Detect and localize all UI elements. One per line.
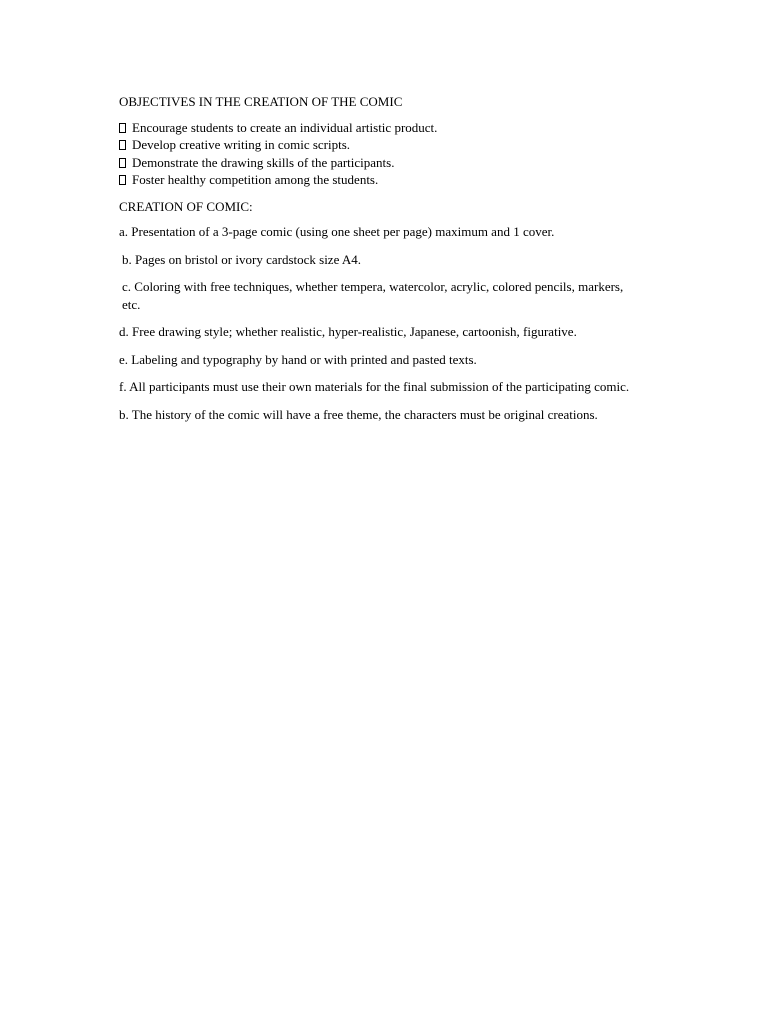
list-item bbox=[119, 119, 639, 137]
paragraph-c: c. Coloring with free techniques, whether tempera, watercolor, acrylic, colored pencils, markers, etc. bbox=[122, 279, 624, 312]
objective-text: Foster healthy competition among the students. bbox=[132, 172, 379, 187]
objectives-heading: OBJECTIVES IN THE CREATION OF THE COMIC bbox=[119, 94, 403, 109]
list-item bbox=[119, 136, 639, 154]
missing-glyph-box-icon bbox=[119, 140, 126, 150]
paragraph-a: a. Presentation of a 3-page comic (using one sheet per page) maximum and 1 cover. bbox=[119, 224, 555, 239]
paragraph-b2: b. The history of the comic will have a free theme, the characters must be original creations. bbox=[119, 406, 598, 422]
objective-text: Encourage students to create an individual artistic product. bbox=[132, 119, 438, 135]
list-item bbox=[119, 171, 639, 189]
missing-glyph-box-icon bbox=[119, 158, 126, 168]
paragraph-b: b. Pages on bristol or ivory cardstock size A4. bbox=[122, 251, 362, 267]
paragraph-e: e. Labeling and typography by hand or with printed and pasted texts. bbox=[119, 351, 477, 367]
objectives-list bbox=[119, 119, 639, 189]
objective-text: Demonstrate the drawing skills of the participants. bbox=[132, 154, 395, 170]
objective-text: Develop creative writing in comic scripts. bbox=[132, 137, 351, 152]
document-page bbox=[119, 93, 639, 433]
creation-heading: CREATION OF COMIC: bbox=[119, 198, 253, 214]
list-item bbox=[119, 154, 639, 172]
paragraph-f: f. All participants must use their own materials for the final submission of the participating comic. bbox=[119, 379, 630, 394]
paragraph-d: d. Free drawing style; whether realistic, hyper-realistic, Japanese, cartoonish, figurative. bbox=[119, 324, 577, 339]
missing-glyph-box-icon bbox=[119, 175, 126, 185]
missing-glyph-box-icon bbox=[119, 123, 126, 133]
